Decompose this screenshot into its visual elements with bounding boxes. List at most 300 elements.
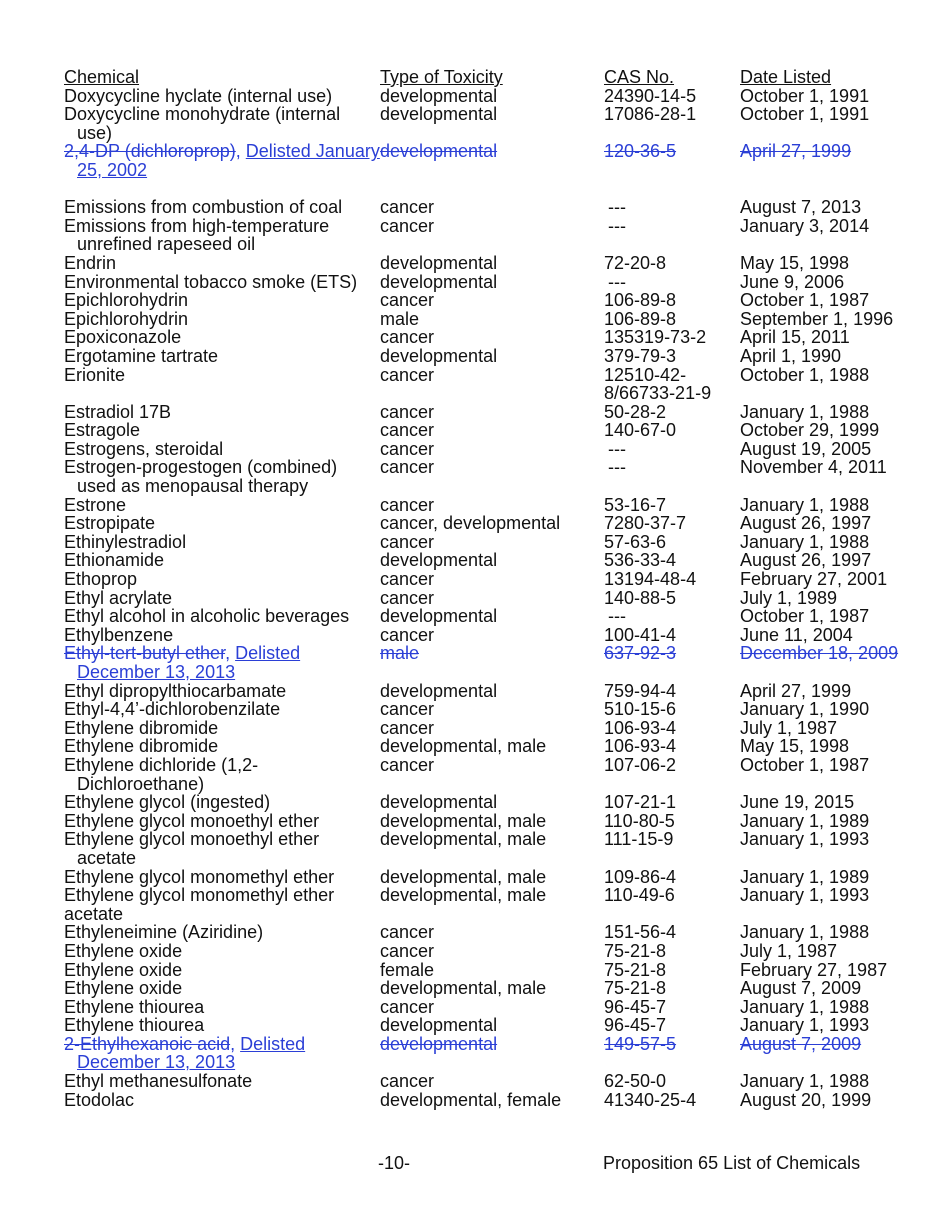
cell-chemical bbox=[64, 328, 380, 347]
toxicity-type: developmental bbox=[380, 345, 498, 366]
date-listed: August 26, 1997 bbox=[740, 550, 872, 571]
cell-date bbox=[740, 403, 924, 422]
cell-cas bbox=[604, 142, 740, 161]
cell-date bbox=[740, 830, 924, 849]
table-row bbox=[64, 440, 924, 459]
cas-number: 72-20-8 bbox=[604, 252, 667, 273]
cell-chemical bbox=[64, 1016, 380, 1035]
table-row bbox=[64, 756, 924, 793]
table-row bbox=[64, 923, 924, 942]
date-listed: August 20, 1999 bbox=[740, 1089, 872, 1110]
cell-chemical bbox=[64, 403, 380, 422]
toxicity-type: developmental bbox=[380, 85, 498, 106]
cell-cas bbox=[604, 607, 740, 626]
cell-chemical bbox=[64, 812, 380, 831]
table-row-delisted bbox=[64, 644, 924, 681]
toxicity-type: developmental bbox=[380, 550, 498, 571]
cell-toxicity bbox=[380, 1035, 604, 1054]
toxicity-type: cancer bbox=[380, 624, 435, 645]
cell-toxicity bbox=[380, 961, 604, 980]
cell-cas bbox=[604, 1035, 740, 1054]
toxicity-type: cancer bbox=[380, 996, 435, 1017]
chemical-name: Ethyl-4,4’-dichlorobenzilate bbox=[64, 699, 281, 720]
cell-chemical bbox=[64, 551, 380, 570]
cell-toxicity bbox=[380, 719, 604, 738]
chemical-name: Ergotamine tartrate bbox=[64, 345, 219, 366]
toxicity-type: developmental bbox=[380, 792, 498, 813]
cell-date bbox=[740, 607, 924, 626]
cell-chemical bbox=[64, 979, 380, 998]
cas-number: 96-45-7 bbox=[604, 1015, 667, 1036]
date-listed: October 1, 1988 bbox=[740, 364, 870, 385]
cas-number: 106-93-4 bbox=[604, 717, 677, 738]
cas-number: 75-21-8 bbox=[604, 959, 667, 980]
chemical-name-wrapper bbox=[64, 682, 380, 701]
date-listed: April 27, 1999 bbox=[740, 680, 852, 701]
toxicity-type: cancer bbox=[380, 438, 435, 459]
cas-number: 24390-14-5 bbox=[604, 85, 697, 106]
cas-number: 120-36-5 bbox=[604, 141, 677, 162]
cell-toxicity bbox=[380, 1072, 604, 1091]
cell-chemical bbox=[64, 998, 380, 1017]
cell-toxicity bbox=[380, 366, 604, 385]
cell-chemical bbox=[64, 310, 380, 329]
table-row-delisted bbox=[64, 142, 924, 179]
chemical-name-wrapper bbox=[64, 310, 380, 329]
date-listed: October 1, 1987 bbox=[740, 754, 870, 775]
cell-cas bbox=[604, 626, 740, 645]
cell-toxicity bbox=[380, 1016, 604, 1035]
cell-cas bbox=[604, 719, 740, 738]
cell-toxicity bbox=[380, 217, 604, 236]
cas-number: 759-94-4 bbox=[604, 680, 677, 701]
toxicity-type: cancer, developmental bbox=[380, 513, 561, 534]
cell-toxicity bbox=[380, 644, 604, 663]
table-row bbox=[64, 607, 924, 626]
chemical-name-wrapper bbox=[64, 1016, 380, 1035]
chemical-name: Ethylene dibromide bbox=[64, 717, 219, 738]
cell-date bbox=[740, 682, 924, 701]
table-row bbox=[64, 570, 924, 589]
chemical-name: 2-Ethylhexanoic acid bbox=[64, 1033, 231, 1054]
chemical-name-wrapper bbox=[64, 756, 380, 793]
toxicity-type: developmental, male bbox=[380, 978, 547, 999]
header-toxicity: Type of Toxicity bbox=[380, 67, 503, 87]
chemical-name: Emissions from combustion of coal bbox=[64, 197, 343, 218]
delisted-link[interactable]: Delisted December 13, 2013 bbox=[77, 1033, 306, 1073]
date-listed: August 7, 2009 bbox=[740, 978, 862, 999]
table-row bbox=[64, 551, 924, 570]
cell-chemical bbox=[64, 756, 380, 793]
chemical-name-wrapper bbox=[64, 961, 380, 980]
cas-number: --- bbox=[608, 438, 626, 459]
cell-chemical bbox=[64, 961, 380, 980]
cell-toxicity bbox=[380, 700, 604, 719]
cell-toxicity bbox=[380, 979, 604, 998]
cell-chemical bbox=[64, 254, 380, 273]
cell-toxicity bbox=[380, 310, 604, 329]
toxicity-type: cancer bbox=[380, 699, 435, 720]
cell-cas bbox=[604, 1016, 740, 1035]
cell-date bbox=[740, 347, 924, 366]
cell-cas bbox=[604, 254, 740, 273]
cell-chemical bbox=[64, 1035, 380, 1072]
toxicity-type: developmental, male bbox=[380, 866, 547, 887]
cell-chemical bbox=[64, 1091, 380, 1110]
table-row bbox=[64, 700, 924, 719]
header-chemical: Chemical bbox=[64, 67, 140, 87]
cell-date bbox=[740, 87, 924, 106]
cell-date bbox=[740, 719, 924, 738]
cell-toxicity bbox=[380, 626, 604, 645]
cas-number: 41340-25-4 bbox=[604, 1089, 697, 1110]
cell-toxicity bbox=[380, 273, 604, 292]
cell-cas bbox=[604, 923, 740, 942]
cas-number: 75-21-8 bbox=[604, 978, 667, 999]
cell-toxicity bbox=[380, 868, 604, 887]
cas-number: 62-50-0 bbox=[604, 1071, 667, 1092]
table-row bbox=[64, 291, 924, 310]
cell-chemical bbox=[64, 700, 380, 719]
chemical-name: Ethylene dibromide bbox=[64, 736, 219, 757]
date-listed: June 9, 2006 bbox=[740, 271, 845, 292]
cell-chemical bbox=[64, 514, 380, 533]
chemical-name-wrapper bbox=[64, 198, 380, 217]
cas-number: 106-93-4 bbox=[604, 736, 677, 757]
cell-cas bbox=[604, 793, 740, 812]
cell-cas bbox=[604, 737, 740, 756]
cell-chemical bbox=[64, 291, 380, 310]
cell-cas bbox=[604, 682, 740, 701]
separator: , bbox=[235, 141, 246, 162]
table-row bbox=[64, 961, 924, 980]
chemical-name: Endrin bbox=[64, 252, 117, 273]
cell-chemical bbox=[64, 868, 380, 887]
cell-cas bbox=[604, 440, 740, 459]
chemical-name: Epichlorohydrin bbox=[64, 308, 189, 329]
cell-toxicity bbox=[380, 1091, 604, 1110]
chemical-name-wrapper bbox=[64, 998, 380, 1017]
cell-date bbox=[740, 812, 924, 831]
date-listed: January 1, 1993 bbox=[740, 1015, 870, 1036]
cas-number: --- bbox=[608, 457, 626, 478]
toxicity-type: cancer bbox=[380, 197, 435, 218]
cas-number: 107-06-2 bbox=[604, 754, 677, 775]
table-row bbox=[64, 533, 924, 552]
cell-chemical bbox=[64, 496, 380, 515]
toxicity-type: cancer bbox=[380, 531, 435, 552]
cell-cas bbox=[604, 756, 740, 775]
table-row bbox=[64, 1091, 924, 1110]
date-listed: January 1, 1989 bbox=[740, 866, 870, 887]
table-row bbox=[64, 198, 924, 217]
cas-number: 135319-73-2 bbox=[604, 327, 707, 348]
table-body bbox=[64, 87, 924, 1110]
chemical-name-wrapper bbox=[64, 737, 380, 756]
date-listed: January 1, 1993 bbox=[740, 885, 870, 906]
cas-number: 12510-42-8/66733-21-9 bbox=[604, 364, 712, 404]
cell-toxicity bbox=[380, 87, 604, 106]
cas-number: 379-79-3 bbox=[604, 345, 677, 366]
chemical-name: Erionite bbox=[64, 364, 126, 385]
chemical-name-wrapper bbox=[64, 514, 380, 533]
table-row bbox=[64, 942, 924, 961]
toxicity-type: cancer bbox=[380, 587, 435, 608]
cell-date bbox=[740, 700, 924, 719]
cas-number: 111-15-9 bbox=[604, 829, 674, 850]
cell-date bbox=[740, 886, 924, 905]
cell-chemical bbox=[64, 886, 380, 923]
chemical-name: Epoxiconazole bbox=[64, 327, 182, 348]
toxicity-type: cancer bbox=[380, 401, 435, 422]
chemical-name: Emissions from high-temperature unrefined rapeseed oil bbox=[64, 215, 330, 255]
chemical-name: Ethylbenzene bbox=[64, 624, 174, 645]
cell-chemical bbox=[64, 682, 380, 701]
table-row bbox=[64, 682, 924, 701]
cell-chemical bbox=[64, 719, 380, 738]
cell-chemical bbox=[64, 347, 380, 366]
chemical-name: Ethylene glycol monomethyl ether acetate bbox=[64, 885, 335, 924]
date-listed: August 7, 2009 bbox=[740, 1033, 862, 1054]
cell-cas bbox=[604, 812, 740, 831]
cell-chemical bbox=[64, 607, 380, 626]
cell-chemical bbox=[64, 87, 380, 106]
cell-toxicity bbox=[380, 551, 604, 570]
cell-date bbox=[740, 737, 924, 756]
date-listed: August 19, 2005 bbox=[740, 438, 872, 459]
chemical-name-wrapper bbox=[64, 700, 380, 719]
cell-date bbox=[740, 291, 924, 310]
cell-toxicity bbox=[380, 198, 604, 217]
cell-toxicity bbox=[380, 328, 604, 347]
cell-date bbox=[740, 273, 924, 292]
chemical-name-wrapper bbox=[64, 942, 380, 961]
cas-number: 7280-37-7 bbox=[604, 513, 687, 534]
date-listed: January 1, 1988 bbox=[740, 494, 870, 515]
toxicity-type: cancer bbox=[380, 457, 435, 478]
chemical-name: Ethyl dipropylthiocarbamate bbox=[64, 680, 287, 701]
delisted-link[interactable]: Delisted December 13, 2013 bbox=[77, 643, 301, 682]
date-listed: July 1, 1987 bbox=[740, 940, 838, 961]
cell-toxicity bbox=[380, 793, 604, 812]
cell-chemical bbox=[64, 440, 380, 459]
cell-chemical bbox=[64, 589, 380, 608]
chemical-name-wrapper bbox=[64, 551, 380, 570]
chemical-name: Ethylene glycol monomethyl ether bbox=[64, 866, 335, 887]
table-row bbox=[64, 328, 924, 347]
chemical-name-wrapper bbox=[64, 644, 380, 681]
date-listed: January 1, 1988 bbox=[740, 922, 870, 943]
date-listed: October 29, 1999 bbox=[740, 420, 880, 441]
cell-chemical bbox=[64, 793, 380, 812]
chemical-name: Estropipate bbox=[64, 513, 156, 534]
table-row bbox=[64, 793, 924, 812]
cell-cas bbox=[604, 421, 740, 440]
cell-toxicity bbox=[380, 254, 604, 273]
chemical-name: Ethinylestradiol bbox=[64, 531, 187, 552]
chemical-name-wrapper bbox=[64, 496, 380, 515]
chemical-name: Estrone bbox=[64, 494, 127, 515]
cell-toxicity bbox=[380, 514, 604, 533]
cell-date bbox=[740, 496, 924, 515]
chemical-name-wrapper bbox=[64, 886, 380, 923]
cell-chemical bbox=[64, 421, 380, 440]
cell-cas bbox=[604, 979, 740, 998]
cell-date bbox=[740, 551, 924, 570]
chemical-list-table bbox=[64, 68, 924, 1109]
cell-toxicity bbox=[380, 998, 604, 1017]
cell-toxicity bbox=[380, 440, 604, 459]
cas-number: 536-33-4 bbox=[604, 550, 677, 571]
toxicity-type: cancer bbox=[380, 494, 435, 515]
cas-number: 96-45-7 bbox=[604, 996, 667, 1017]
cell-date bbox=[740, 1072, 924, 1091]
toxicity-type: female bbox=[380, 959, 435, 980]
date-listed: July 1, 1987 bbox=[740, 717, 838, 738]
cas-number: --- bbox=[608, 271, 626, 292]
cell-cas bbox=[604, 347, 740, 366]
cell-cas bbox=[604, 1072, 740, 1091]
cell-cas bbox=[604, 942, 740, 961]
chemical-name-wrapper bbox=[64, 533, 380, 552]
cell-date bbox=[740, 458, 924, 477]
cell-date bbox=[740, 923, 924, 942]
cell-date bbox=[740, 998, 924, 1017]
chemical-name-wrapper bbox=[64, 421, 380, 440]
toxicity-type: developmental bbox=[380, 1033, 498, 1054]
date-listed: January 1, 1988 bbox=[740, 1071, 870, 1092]
cell-chemical bbox=[64, 1072, 380, 1091]
cell-cas bbox=[604, 496, 740, 515]
cell-chemical bbox=[64, 942, 380, 961]
cell-cas bbox=[604, 868, 740, 887]
delisted-link[interactable]: Delisted January 25, 2002 bbox=[77, 141, 380, 180]
toxicity-type: developmental, male bbox=[380, 810, 547, 831]
cell-date bbox=[740, 793, 924, 812]
toxicity-type: developmental bbox=[380, 104, 498, 125]
toxicity-type: cancer bbox=[380, 569, 435, 590]
cell-cas bbox=[604, 217, 740, 236]
chemical-name-wrapper bbox=[64, 923, 380, 942]
table-row bbox=[64, 626, 924, 645]
table-row bbox=[64, 87, 924, 106]
chemical-name-wrapper bbox=[64, 217, 380, 254]
cell-chemical bbox=[64, 570, 380, 589]
chemical-name-wrapper bbox=[64, 273, 380, 292]
separator: , bbox=[230, 1033, 241, 1054]
cell-date bbox=[740, 756, 924, 775]
chemical-name-wrapper bbox=[64, 366, 380, 385]
cell-toxicity bbox=[380, 496, 604, 515]
cas-number: 637-92-3 bbox=[604, 643, 677, 664]
chemical-name: Estradiol 17B bbox=[64, 401, 172, 422]
chemical-name: Estragole bbox=[64, 420, 141, 441]
cell-cas bbox=[604, 514, 740, 533]
table-row bbox=[64, 458, 924, 495]
table-row bbox=[64, 273, 924, 292]
cell-cas bbox=[604, 310, 740, 329]
cell-date bbox=[740, 942, 924, 961]
cas-number: --- bbox=[608, 215, 626, 236]
cell-cas bbox=[604, 700, 740, 719]
chemical-name: Ethionamide bbox=[64, 550, 165, 571]
date-listed: August 26, 1997 bbox=[740, 513, 872, 534]
cell-date bbox=[740, 105, 924, 124]
chemical-name: Ethylene thiourea bbox=[64, 996, 205, 1017]
cas-number: 140-67-0 bbox=[604, 420, 677, 441]
chemical-name: Ethylene glycol (ingested) bbox=[64, 792, 271, 813]
cell-chemical bbox=[64, 105, 380, 142]
toxicity-type: developmental bbox=[380, 680, 498, 701]
cell-chemical bbox=[64, 644, 380, 681]
cell-cas bbox=[604, 403, 740, 422]
toxicity-type: cancer bbox=[380, 922, 435, 943]
cell-chemical bbox=[64, 923, 380, 942]
date-listed: October 1, 1991 bbox=[740, 85, 870, 106]
cas-number: 53-16-7 bbox=[604, 494, 667, 515]
toxicity-type: cancer bbox=[380, 290, 435, 311]
table-row bbox=[64, 347, 924, 366]
cell-toxicity bbox=[380, 347, 604, 366]
chemical-name-wrapper bbox=[64, 626, 380, 645]
chemical-name: Ethyl-tert-butyl ether bbox=[64, 643, 226, 664]
chemical-name: Ethyleneimine (Aziridine) bbox=[64, 922, 264, 943]
cell-toxicity bbox=[380, 812, 604, 831]
chemical-name-wrapper bbox=[64, 570, 380, 589]
cell-toxicity bbox=[380, 421, 604, 440]
cas-number: 110-80-5 bbox=[604, 810, 675, 831]
chemical-name-wrapper bbox=[64, 254, 380, 273]
chemical-name-wrapper bbox=[64, 979, 380, 998]
chemical-name-wrapper bbox=[64, 440, 380, 459]
table-row bbox=[64, 979, 924, 998]
chemical-name-wrapper bbox=[64, 403, 380, 422]
chemical-name: Ethoprop bbox=[64, 569, 138, 590]
cell-cas bbox=[604, 998, 740, 1017]
chemical-name: Environmental tobacco smoke (ETS) bbox=[64, 271, 358, 292]
cell-chemical bbox=[64, 366, 380, 385]
cas-number: 100-41-4 bbox=[604, 624, 677, 645]
cell-cas bbox=[604, 87, 740, 106]
cell-cas bbox=[604, 551, 740, 570]
cell-cas bbox=[604, 328, 740, 347]
date-listed: February 27, 2001 bbox=[740, 569, 888, 590]
chemical-name-wrapper bbox=[64, 105, 380, 142]
cell-chemical bbox=[64, 273, 380, 292]
date-listed: June 19, 2015 bbox=[740, 792, 855, 813]
chemical-name: Ethylene glycol monoethyl ether bbox=[64, 810, 320, 831]
cell-chemical bbox=[64, 142, 380, 179]
date-listed: April 27, 1999 bbox=[740, 141, 852, 162]
cell-cas bbox=[604, 570, 740, 589]
chemical-name: Ethylene thiourea bbox=[64, 1015, 205, 1036]
cas-number: 140-88-5 bbox=[604, 587, 677, 608]
chemical-name-wrapper bbox=[64, 142, 380, 179]
toxicity-type: developmental, female bbox=[380, 1089, 562, 1110]
cell-toxicity bbox=[380, 886, 604, 905]
cas-number: 151-56-4 bbox=[604, 922, 677, 943]
table-row bbox=[64, 719, 924, 738]
date-listed: January 1, 1988 bbox=[740, 996, 870, 1017]
toxicity-type: cancer bbox=[380, 717, 435, 738]
cell-date bbox=[740, 142, 924, 161]
cas-number: --- bbox=[608, 197, 626, 218]
chemical-name: Estrogen-progestogen (combined) used as menopausal therapy bbox=[64, 457, 338, 497]
chemical-name-wrapper bbox=[64, 589, 380, 608]
chemical-name-wrapper bbox=[64, 87, 380, 106]
toxicity-type: developmental bbox=[380, 271, 498, 292]
table-header bbox=[64, 68, 924, 87]
